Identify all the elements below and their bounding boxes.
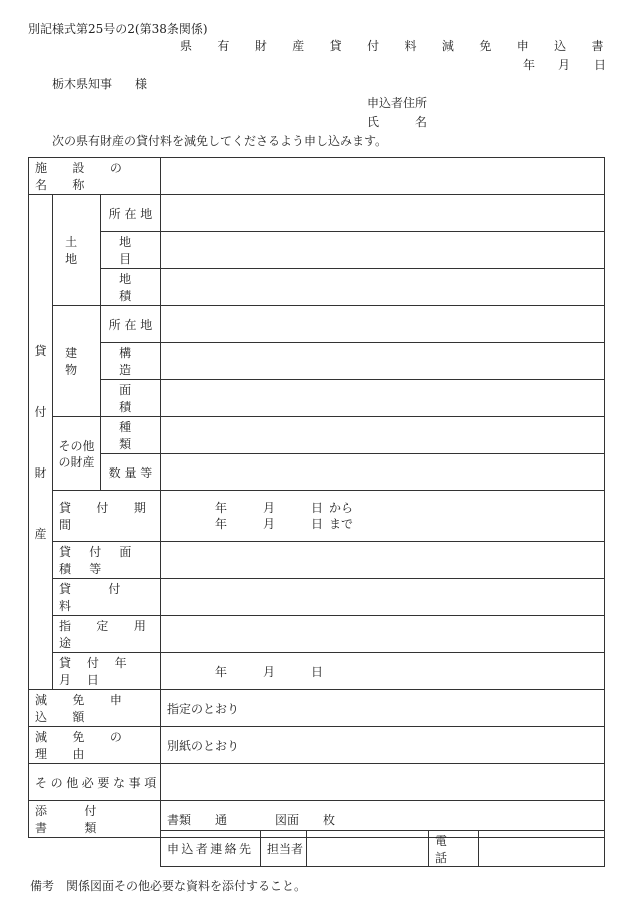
- land-category-label: 地 目: [101, 232, 161, 269]
- note: 備考 関係図面その他必要な資料を添付すること。: [30, 879, 307, 893]
- building-location-label: 所 在 地: [101, 306, 161, 343]
- other-quantity-label: 数 量 等: [101, 454, 161, 491]
- honorific: 様: [135, 77, 148, 91]
- attachments-field[interactable]: 書類 通 図面 枚: [161, 801, 605, 838]
- other-kind-field[interactable]: [161, 417, 605, 454]
- contact-phone-field[interactable]: [479, 831, 605, 867]
- lease-date-field[interactable]: 年 月 日: [161, 653, 605, 690]
- land-category-field[interactable]: [161, 232, 605, 269]
- land-location-label: 所 在 地: [101, 195, 161, 232]
- reduction-amount-field[interactable]: 指定のとおり: [161, 690, 605, 727]
- building-label: 建 物: [53, 306, 101, 417]
- contact-table: [160, 830, 605, 867]
- building-area-label: 面 積: [101, 380, 161, 417]
- lease-fee-field[interactable]: [161, 579, 605, 616]
- building-location-field[interactable]: [161, 306, 605, 343]
- other-matters-field[interactable]: [161, 764, 605, 801]
- contact-person-field[interactable]: [307, 831, 429, 867]
- contact-phone-label: 電 話: [429, 831, 479, 867]
- date-month-label: 月: [558, 58, 571, 72]
- form-number: 別記様式第25号の2(第38条関係): [28, 22, 208, 36]
- applicant-name-label-1: 氏: [367, 115, 380, 129]
- land-area-label: 地 積: [101, 269, 161, 306]
- building-structure-label: 構 造: [101, 343, 161, 380]
- contact-label: 申込者連絡先: [161, 831, 261, 867]
- lease-period-label: 貸 付 期 間: [53, 491, 161, 542]
- land-location-field[interactable]: [161, 195, 605, 232]
- building-structure-field[interactable]: [161, 343, 605, 380]
- reduction-amount-label: 減 免 申 込 額: [29, 690, 161, 727]
- lease-area-label: 貸 付 面 積 等: [53, 542, 161, 579]
- date-year-label: 年: [523, 58, 536, 72]
- facility-name-field[interactable]: [161, 158, 605, 195]
- other-matters-label: その他必要な事項: [29, 764, 161, 801]
- lease-area-field[interactable]: [161, 542, 605, 579]
- lease-fee-label: 貸 付 料: [53, 579, 161, 616]
- building-area-field[interactable]: [161, 380, 605, 417]
- designated-use-label: 指 定 用 途: [53, 616, 161, 653]
- reduction-reason-label: 減 免 の 理 由: [29, 727, 161, 764]
- attachments-label: 添 付 書 類: [29, 801, 161, 838]
- other-kind-label: 種 類: [101, 417, 161, 454]
- land-area-field[interactable]: [161, 269, 605, 306]
- statement: 次の県有財産の貸付料を減免してくださるよう申し込みます。: [52, 134, 388, 148]
- other-property-label: その他 の財産: [53, 417, 101, 491]
- lease-period-field[interactable]: 年 月 日 から 年 月 日 まで: [161, 491, 605, 542]
- contact-person-label: 担当者: [261, 831, 307, 867]
- designated-use-field[interactable]: [161, 616, 605, 653]
- addressee: 栃木県知事: [52, 77, 113, 91]
- other-quantity-field[interactable]: [161, 454, 605, 491]
- reduction-reason-field[interactable]: 別紙のとおり: [161, 727, 605, 764]
- application-form-table: [28, 157, 605, 838]
- lease-property-group-label: 貸 付 財 産: [29, 195, 53, 690]
- lease-date-label: 貸 付 年 月 日: [53, 653, 161, 690]
- land-label: 土 地: [53, 195, 101, 306]
- applicant-name-label-2: 名: [415, 115, 428, 129]
- date-day-label: 日: [594, 58, 607, 72]
- form-title: 県 有 財 産 貸 付 料 減 免 申 込 書: [180, 39, 615, 53]
- applicant-address-label: 申込者住所: [367, 96, 428, 110]
- facility-name-label: 施 設 の 名 称: [29, 158, 161, 195]
